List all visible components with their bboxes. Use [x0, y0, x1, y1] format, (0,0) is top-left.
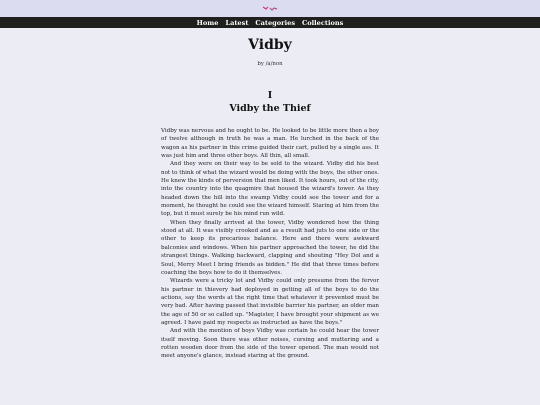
story-paragraph: Wizards were a tricky lot and Vidby could only presume from the fervor his partner in thievery had deployed in getting all of the boys to do the actions, say the words at the right time that whatever it prevented must be very bad. After having passed that invisible barrier his partner, an older man the age of 50 or so called up. "Magister, I have brought your shipment as we agreed. I have paid my respects as instructed as have the boys.": [161, 278, 379, 326]
site-header: [0, 0, 540, 17]
chapter-number: I: [267, 90, 273, 101]
chapter-title: Vidby the Thief: [229, 103, 311, 114]
story-paragraph: When they finally arrived at the tower, Vidby wondered how the thing stood at all. It was visibly crooked and as a result had juts to one side or the other to keep its precarious balance. Here and there were awkward balconies and windows. When his partner approached the tower, he did the strangest things. Walking backward, clapping and shouting "Hey Dol and a Soul, Merry Meet I bring friends as bidden." He did that three times before coaching the boys how to do it themselves.: [161, 219, 379, 276]
main-nav: [0, 17, 540, 28]
nav-latest-link[interactable]: Latest: [225, 18, 249, 27]
author-byline[interactable]: by /a/non: [257, 61, 283, 67]
story-paragraph: And with the mention of boys Vidby was certain he could hear the tower itself moving. Soon there was other noises, cursing and muttering and a rotten wooden door from the side of the tower opened. The man would not meet anyone's glance, instead staring at the ground.: [161, 328, 379, 360]
nav-categories-link[interactable]: Categories: [255, 18, 296, 27]
story-paragraph: And they were on their way to be sold to the wizard. Vidby did his best not to think of what the wizard would be doing with the boys, the other ones. He knew the kinds of perversion that men liked. It took hours, out of the city, into the country into the quagmire that housed the wizard's tower. As they headed down the hill into the swamp Vidby could see the tower and for a moment, he thought he could see the wizard himself. Staring at him from the top, but it must surely be his mind run wild.: [161, 161, 379, 218]
nav-home-link[interactable]: Home: [196, 18, 219, 27]
story-body: [161, 127, 379, 361]
story-paragraph: Vidby was nervous and he ought to be. He looked to be little more then a boy of twelve although in truth he was a man. He lurched in the back of the wagon as his partner in this crime guided their cart, pulled by a single ass. It was just him and three other boys. All thin, all small.: [161, 128, 379, 160]
site-logo-icon[interactable]: [262, 5, 278, 12]
nav-collections-link[interactable]: Collections: [302, 18, 344, 27]
story-title: Vidby: [248, 37, 292, 53]
